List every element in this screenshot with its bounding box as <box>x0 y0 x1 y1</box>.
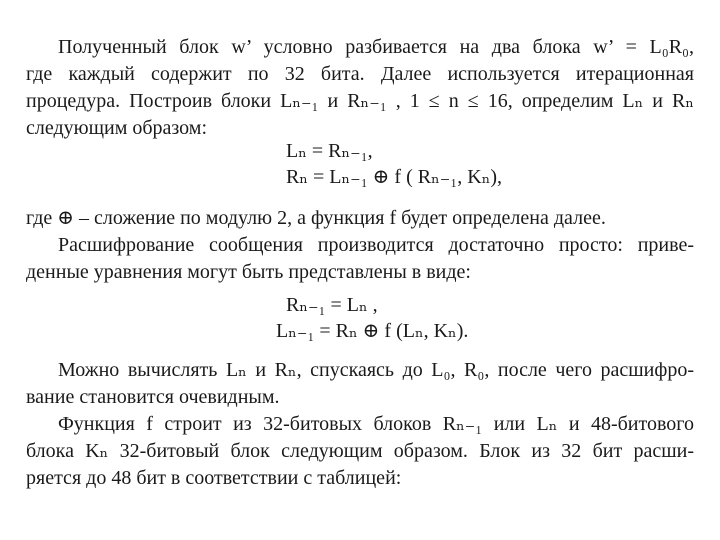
paragraph-1-line-2: где каждый содержит по 32 бита. Далее используется итерационная <box>26 63 694 85</box>
paragraph-3-line-2: денные уравнения могут быть представлены в виде: <box>26 261 471 283</box>
paragraph-2-line-1: где ⊕ – сложение по модулю 2, а функция f будет определена далее. <box>26 207 606 229</box>
equation-rn: Rₙ = Lₙ₋₁ ⊕ f ( Rₙ₋₁, Kₙ), <box>286 166 503 188</box>
paragraph-1-line-1: Полученный блок w’ условно разбивается на два блока w’ = L₀R₀, <box>58 36 694 58</box>
paragraph-1-line-3: процедура. Построив блоки Lₙ₋₁ и Rₙ₋₁ , 1 ≤ n ≤ 16, определим Lₙ и Rₙ <box>26 90 694 112</box>
equation-ln-1: Lₙ₋₁ = Rₙ ⊕ f (Lₙ, Kₙ). <box>276 320 469 342</box>
paragraph-4-line-2: вание становится очевидным. <box>26 386 280 408</box>
paragraph-5-line-2: блока Kₙ 32-битовый блок следующим образом. Блок из 32 бит расши- <box>26 440 694 462</box>
paragraph-3-line-1: Расшифрование сообщения производится достаточно просто: приве- <box>58 234 694 256</box>
equation-rn-1: Rₙ₋₁ = Lₙ , <box>286 294 378 316</box>
equation-ln: Lₙ = Rₙ₋₁, <box>286 140 373 162</box>
paragraph-5-line-3: ряется до 48 бит в соответствии с таблицей: <box>26 467 402 489</box>
paragraph-1-line-4: следующим образом: <box>26 117 208 139</box>
paragraph-5-line-1: Функция f строит из 32-битовых блоков Rₙ₋₁ или Lₙ и 48-битового <box>58 413 694 435</box>
paragraph-4-line-1: Можно вычислять Lₙ и Rₙ, спускаясь до L₀, R₀, после чего расшифро- <box>58 359 694 381</box>
